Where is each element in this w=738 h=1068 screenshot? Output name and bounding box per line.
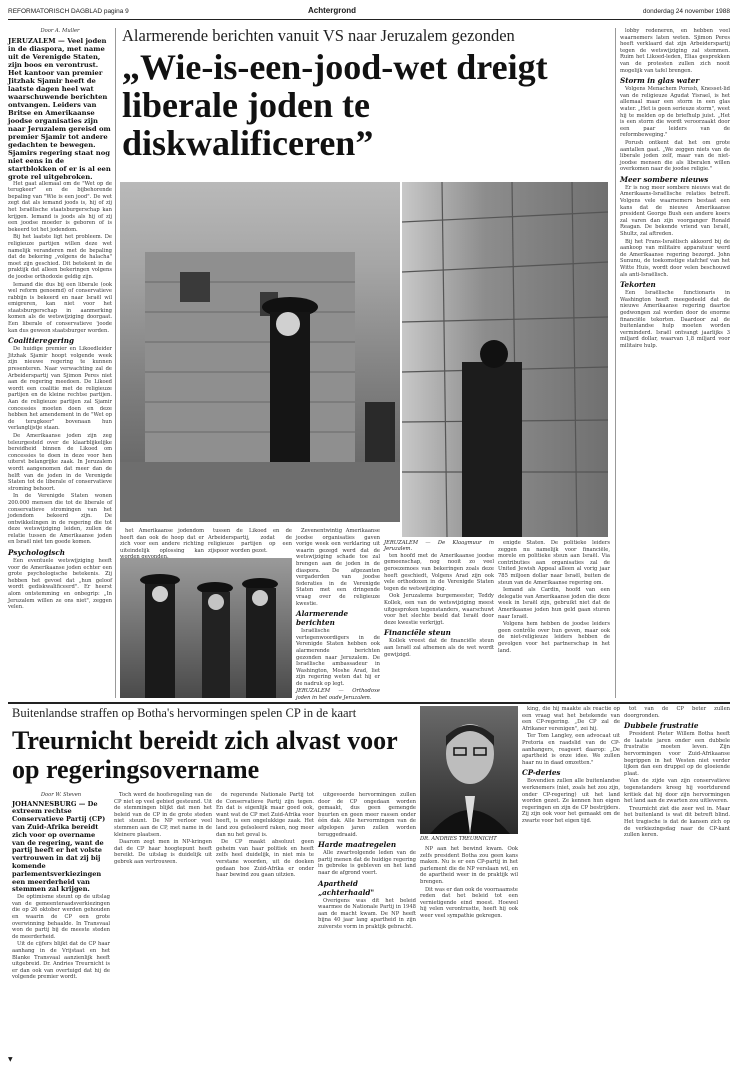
article1-subheading: Financiële steun bbox=[384, 628, 451, 638]
article1-paragraph: Bij het laatste ligt het probleem. De religieuze partijen willen deze wet namelijk veranderen met de bepaling dat de bekering „volgens de halacha" moet zijn geschied. Dit betekent in de praktijk dat alleen bekeringen volgens de joodse orthodoxie geldig zijn. bbox=[8, 234, 112, 280]
masthead-rule bbox=[8, 19, 730, 20]
article2-kicker: Buitenlandse straffen op Botha's hervormingen spelen CP in de kaart bbox=[12, 706, 357, 720]
article2-lead: JOHANNESBURG — De extreem rechtse Conservatieve Partij (CP) van Zuid-Afrika bereidt zich voor op overname van de regering, want de partij heeft er het volste vertrouwen in dat zij bij komende parlementsverkiezingen een meerderheid van stemmen zal krijgen. bbox=[12, 799, 106, 894]
article2-paragraph: Bovendien zullen alle buitenlandse werknemers (niet, zoals het zou zijn, onder CP-regering) uit het land worden gezet. Ze kennen hun eigen regeringen en zijn de CP bestrijders. Zij zijn ook voor het gemaakt om de zwarte voor het eigen tijd. bbox=[522, 778, 620, 824]
article1-subheading: Meer sombere nieuws bbox=[620, 174, 709, 184]
article2-paragraph: De optimisme steunt op de uitslag van de gemeenteraadsverkiezingen die op 26 oktober werden gehouden en waarin de CP een grote overwinning behaalde. In Transvaal won de partij bij de meeste steden de meerderheid. bbox=[12, 894, 110, 940]
article2-paragraph: President Pieter Willem Botha heeft de laatste jaren onder een dubbele frustratie moeten leven. Zijn hervormingen voor Zuid-Afrikaanse begrippen in het Westen niet verder lijken dan een druppel op de gloeiende plaat. bbox=[624, 731, 730, 777]
article2-column-5 bbox=[420, 846, 518, 1062]
article2-headline: Treurnicht bereidt zich alvast voor op regeringsovername bbox=[12, 726, 398, 784]
article1-column-5 bbox=[384, 540, 494, 698]
article2-column-7 bbox=[624, 706, 730, 1062]
article2-paragraph: Dit was er dan ook de voornaamste reden dat het beleid tot een vernietigende eind moest. Hoewel hij velen verontrustte, heeft hij ook weer veel sympathie gekregen. bbox=[420, 886, 518, 919]
article1-paragraph: Iemand die dus bij een liberale (ook wel reform genoemd) of conservatieve rabbijn is bekeerd en naar Israël wil emigreren, kan niet voor het staatsburgerschap in aanmerking komen als de wetswijziging doorgaat. Een liberale of conservatieve 'joode kan dus geweon staatsburger worden. bbox=[8, 281, 112, 334]
column-rule bbox=[615, 28, 616, 698]
article2-paragraph: Daarom zegt men in NP-kringen dat de CP haar hoogtepunt heeft bereikt. De uitslag is duidelijk uit gebrek aan vertrouwen. bbox=[114, 839, 212, 865]
article1-subheading: Psychologisch bbox=[8, 548, 65, 558]
article1-paragraph: Het gaat allemaal om de "Wet op de terugkeer" en de bijbehorende bepaling van "Wie is een jood". De wet zegt dat als iemand joods is, hij of zij het Israëlische staatsburgerschap kan krijgen. Iemand is joods als hij of zij een joodse moeder is geboren of is bekeerd tot het jodendom. bbox=[8, 180, 112, 233]
article2-byline: Door W. Steven bbox=[40, 792, 82, 798]
article1-paragraph: In de Verenigde Staten wonen 200.000 mensen die tot de liberale of conservatieve stromingen van het jodendom bekeerd zijn. De ontwikkelingen in de regering die tot deze wetswijziging leiden, zullen de relatie tussen de Amerikaanse joden en Israël niet ten goede komen. bbox=[8, 493, 112, 546]
article2-subheading: Apartheid „achterhaald" bbox=[318, 878, 375, 897]
article2-paragraph: NP aan het bewind kwam. Ook zelfs president Botha zou geen kans maken. Nu is er een CP-partij in het parlement die de NP verslaan wil, en de apartheid weer in de praktijk wil brengen. bbox=[420, 846, 518, 885]
article2-paragraph: Overigens was dit het beleid waarmee de Nationale Partij in 1948 aan de macht kwam. De NP heeft bijna 40 jaar lang apartheid in zijn zuiverste vorm in praktijk gebracht. bbox=[318, 897, 416, 930]
article2-subheading: Dubbele frustratie bbox=[624, 721, 699, 731]
men-drawing bbox=[120, 558, 292, 698]
article1-paragraph: lobby redeneren, en hebben veel waarnemers laten weten. Sjimon Peres heeft verklaard dat zijn Arbeiderspartij tegen de wetswijziging zal stemmen. Ruim het Likoed-leden, Elias gesprekken van de protesten zullen zich nooit mogelijk van tafel brengen. bbox=[620, 28, 730, 74]
photo-caption-orthodox: JERUZALEM — Orthodoxe joden in het oude Jeruzalem. bbox=[296, 688, 380, 701]
article1-lead: JERUZALEM — Veel joden in de diaspora, met name uit de Verenigde Staten, zijn boos en verontrust. Het kantoor van premier Jitzhak Sjamir heeft de laatste dagen heel wat waarschuwende berichten ontvangen. Leiders van Britse en Amerikaanse joodse organisaties zijn naar Jeruzalem gereisd om premier Sjamir tot andere gedachten te bewegen. Sjamirs regering staat nog niet eens in de startblokken of er is al een grote rel uitgebroken. bbox=[8, 36, 111, 181]
article1-paragraph: Israëlische vertegenwoordigers in de Verenigde Staten hebben ook alarmerende berichten gezonden naar Jeruzalem. De Israëlische ambassadeur in Washington, Moshe Arad, liet zijn regering weten dat hij er de nadruk op legt. bbox=[296, 628, 380, 687]
article-divider bbox=[8, 702, 730, 704]
article2-paragraph: Uit de cijfers blijkt dat de CP haar aanhang in de Vrijstaat en het Blanke Transvaal aanzienlijk heeft uitgebreid. Dr. Andries Treurnicht is er dan ook van overtuigd dat hij de volgende premier wordt. bbox=[12, 941, 110, 981]
article1-column-6 bbox=[498, 540, 610, 698]
article1-paragraph: tussen de Likoed en de Arbeiderspartij, zodat de religieuze partijen op een zijspoor worden gezet. bbox=[208, 528, 292, 554]
article2-column-6 bbox=[522, 706, 620, 1062]
article1-paragraph: enigde Staten. De politieke leiders zeggen nu namelijk voor financiële, morele en politieke steun aan Israël. Via contributies aan organisaties zal de United Jewish Appeal alleen al vorig jaar 785 miljoen dollar naar Israël, buiten de steun van de Amerikaanse regering om. bbox=[498, 540, 610, 586]
article1-paragraph: Volgens hem hebben de joodse leiders geen contrôle over hun geven, maar ook de niet-religieuze leiders hebben de gevolgen voor het partnerschap in het land. bbox=[498, 621, 610, 654]
wall-drawing bbox=[402, 182, 608, 537]
article2-paragraph: Treurnicht ziet die zeer wel in. Maar het buitenland is wat dit betreft blind. Het tragische is dat de kansen zich op de verkiezingsdag naar de CP-kant zullen keren. bbox=[624, 805, 730, 839]
article2-column-1 bbox=[12, 792, 110, 1062]
photo-wailing-wall bbox=[402, 182, 608, 537]
article2-paragraph: Toch werd de hoofsregeling van de CP niet op veel gebied gesteund. Uit de stemmingen blijkt dat men het beleid van de CP in de grote steden niet steunt. De NP verloor veel stemmen aan de CP, met name in de kleinere plaatsen. bbox=[114, 792, 212, 838]
article1-byline: Door A. Muller bbox=[40, 28, 80, 34]
article1-paragraph: Porush ontkent dat het om grote aantallen gaat. „We zeggen niets van de liberale joden zelf, maar van de niet-joodse mensen die als liberalen willen overkomen naar de joodse religie." bbox=[620, 139, 730, 173]
photo-caption-wall: JERUZALEM — De Klaagmuur in Jeruzalem. bbox=[384, 540, 494, 553]
article2-paragraph: uitgevoerde hervormingen zullen door de CP ongedaan worden gemaakt, dus geen gemengde buurten en geen meer rassen onder één dak. Alle hervormingen van de afgelopen jaren zullen worden teruggedraaid. bbox=[318, 792, 416, 838]
issue-date: donderdag 24 november 1988 bbox=[642, 8, 730, 15]
photo-andries-treurnicht bbox=[420, 706, 518, 834]
article2-paragraph: De CP maakt absoluut geen geheim van haar politiek en heeft zelfs heel duidelijk, in niet mis te verstane woorden, uit de doeken gedaan hoe Zuid-Afrika er onder haar bewind zou gaan uitzien. bbox=[216, 839, 314, 879]
article1-subheading: Storm in glas water bbox=[620, 76, 700, 86]
article2-subheading: CP-deries bbox=[522, 768, 561, 778]
article2-column-2 bbox=[114, 792, 212, 1062]
article1-column-3 bbox=[208, 528, 292, 554]
section-title: Achtergrond bbox=[308, 6, 356, 15]
article1-paragraph: het Amerikaanse jodendom heeft dan ook de hoop dat er zich voor een andere richting uiteindelijk oplossing kan bbox=[120, 528, 204, 554]
article1-paragraph: Kollek vreest dat de financiële steun aan Israël zal afnemen als de wet wordt gewijzigd. bbox=[384, 638, 494, 658]
article1-paragraph: Een eventuele wetswijziging heeft voor de Amerikaanse joden echter een grote psychologische betekenis. Zij hebben het gevoel dat „hun geloof wordt gediskwalificeerd". Er heerst alom ontstemming en onbegrip: „In Jeruzalem willen ze ons niet", zeggen velen. bbox=[8, 558, 112, 611]
photo-orthodox-jews-jerusalem bbox=[120, 182, 400, 522]
article2-paragraph: Alle zwartvolgende leden van de partij menen dat de huidige regering in gebreke is gebleven en het land naar de afgrond voert. bbox=[318, 850, 416, 876]
article1-paragraph: Iemand als Cardin, hoofd van een delegatie van Amerikaanse joden die deze week in Israël zijn, gebruikt niet dat de Amerikaanse joden hun geld gaan sturen naar Israël. bbox=[498, 587, 610, 620]
article1-paragraph: Volgens Menachem Porush, Knesset-lid van de religieuze Agudat Yisrael, is het allemaal maar een storm in een glas water. „Het is geen serieuze storm", weet hij te melden op de briefhulp juist. „Het is een storm die wordt veroorzaakt door een paar leiders van de reformbeweging." bbox=[620, 86, 730, 139]
photo-drawing bbox=[120, 182, 400, 522]
article1-paragraph: Zevenentwintig Amerikaanse joodse organisaties gaven vorige week een verklaring uit waarin gezegd werd dat de wetswijziging schade toe zal brengen aan de joden in de diaspora. De afgezanten vergaderden van joodse federaties in de Verenigde Staten met een dringende vraag over de religieuze kwestie. bbox=[296, 528, 380, 607]
article1-left-column bbox=[8, 28, 112, 698]
newspaper-page-label: REFORMATORISCH DAGBLAD pagina 9 bbox=[8, 8, 129, 15]
article1-subheading: Coalitieregering bbox=[8, 336, 74, 346]
article1-right-column bbox=[620, 28, 730, 698]
photo-orthodox-men bbox=[120, 558, 292, 698]
article1-paragraph: ten hoofd met de Amerikaanse joodse gemeenschap, nog nooit zo veel geroezemoes van bekeringen zoals deze heeft geschiedt, Volgens Arad zijn ook vele orthodoxen in de Verenigde Staten tegen de wetswijziging. bbox=[384, 552, 494, 592]
portrait-drawing bbox=[420, 706, 518, 834]
article1-subheading: Alarmerende berichten bbox=[296, 609, 349, 628]
photo-caption-treurnicht: DR. ANDRIES TREURNICHT bbox=[420, 836, 497, 842]
article2-column-4 bbox=[318, 792, 416, 1062]
article2-paragraph: king, die hij maakte als reactie op een vraag wat het betekende van een CP-regering. „De CP zal de Afrikaner verenigen", zei hij. bbox=[522, 706, 620, 732]
masthead bbox=[8, 6, 730, 18]
article2-column-3 bbox=[216, 792, 314, 1062]
article1-kicker: Alarmerende berichten vanuit VS naar Jeruzalem gezonden bbox=[122, 26, 515, 45]
article1-headline: „Wie-is-een-jood-wet dreigt liberale joden te diskwalificeren” bbox=[122, 47, 548, 163]
article1-paragraph: De huidige premier en Likoedleider Jitzhak Sjamir hoopt volgende week zijn nieuwe regering te kunnen presenteren. Naar verwachting zal de Arbeiderspartij van Sjimon Peres niet aan de regering meedoen. De Likoed wordt een coalitie met de religieuze partijen en de kleine rechtse partijen. Aan de religieuze partijen zal Sjamir concessies moeten doen en deze hebben het amendement in de "Wet op de terugkeer" bovenaan hun verlanglijstje staan. bbox=[8, 346, 112, 432]
article2-paragraph: Ter Tom Langley, een advocaat uit Pretoria en raadslid van de CP-aanhangers, reageert daarop: „De apartheid is onze idee. We zullen haar nu in daad omzetten." bbox=[522, 733, 620, 766]
article1-paragraph: De Amerikaanse joden zijn zeg teleurgesteld over de klaarblijkelijke bereidheid binnen de Likoed om concessies te doen in deze voor hen uiterst belangrijke zaak. In Jeruzalem wordt aangenomen dat meer dan de helft van de joden in de Verenigde Staten tot de liberale of conservatieve stroming behoort. bbox=[8, 432, 112, 492]
article1-paragraph: Ook Jeruzalems burgemeester, Teddy Kollek, een van de wetswijziging meest uitgesproken tegenstanders, waarschuwt voor het slechte beeld dat Israël door deze kwestie verkrijgt. bbox=[384, 593, 494, 626]
article2-paragraph: Van de zijde van zijn conservatieve tegenstanders kreeg hij voortdurend kritiek dat hij door zijn hervormingen het land aan de zwarten zou uitleveren. bbox=[624, 778, 730, 805]
article1-subheading: Tekorten bbox=[620, 280, 656, 290]
article2-subheading: Harde maatregelen bbox=[318, 840, 397, 850]
article1-paragraph: Bij het Frans-Israëlisch akkoord bij de aankoop van militaire apparatuur werd de Amerikaanse regering bezorgd. John Sununu, de toekomstige stafchef van het Witte Huis, wordt door velen beschouwd als anti-Israëlisch. bbox=[620, 238, 730, 278]
column-rule bbox=[115, 28, 116, 698]
article1-column-2 bbox=[120, 528, 204, 554]
article1-paragraph: Er is nog meer sombere nieuws wat de Amerikaans-Israëlische relaties betreft. Volgens vele waarnemers bestaat een kans dat de nieuwe Amerikaanse president George Bush een andere koers zal varen dan zijn voorganger Ronald Reagan. De bekende vriend van Israël, Shultz, zal aftreden. bbox=[620, 184, 730, 238]
article2-paragraph: tot van de CP beter zullen doorgronden. bbox=[624, 706, 730, 719]
article2-paragraph: de regerende Nationale Partij tot de Conservatieve Partij zijn tegen. En dat is eigenlijk maar goed ook, want wat de CP met Zuid-Afrika voor heeft, is een ongelukkige zaak. Het land zou geïsoleerd raken, nog meer dan nu het geval is. bbox=[216, 792, 314, 838]
article1-paragraph: Een Israëlische functionaris in Washington heeft meegedeeld dat de nieuwe Amerikaanse regering daartoe gedwongen zal worden door de enorme financiële tekorten. Daardoor zal de buitenlandse hulp moeten worden verminderd. Israël ontvangt jaarlijks 3 miljard dollar, waarvan 1,8 miljard voor militaire hulp. bbox=[620, 290, 730, 349]
article1-column-4 bbox=[296, 528, 380, 701]
end-mark-icon: ▼ bbox=[8, 1056, 13, 1063]
